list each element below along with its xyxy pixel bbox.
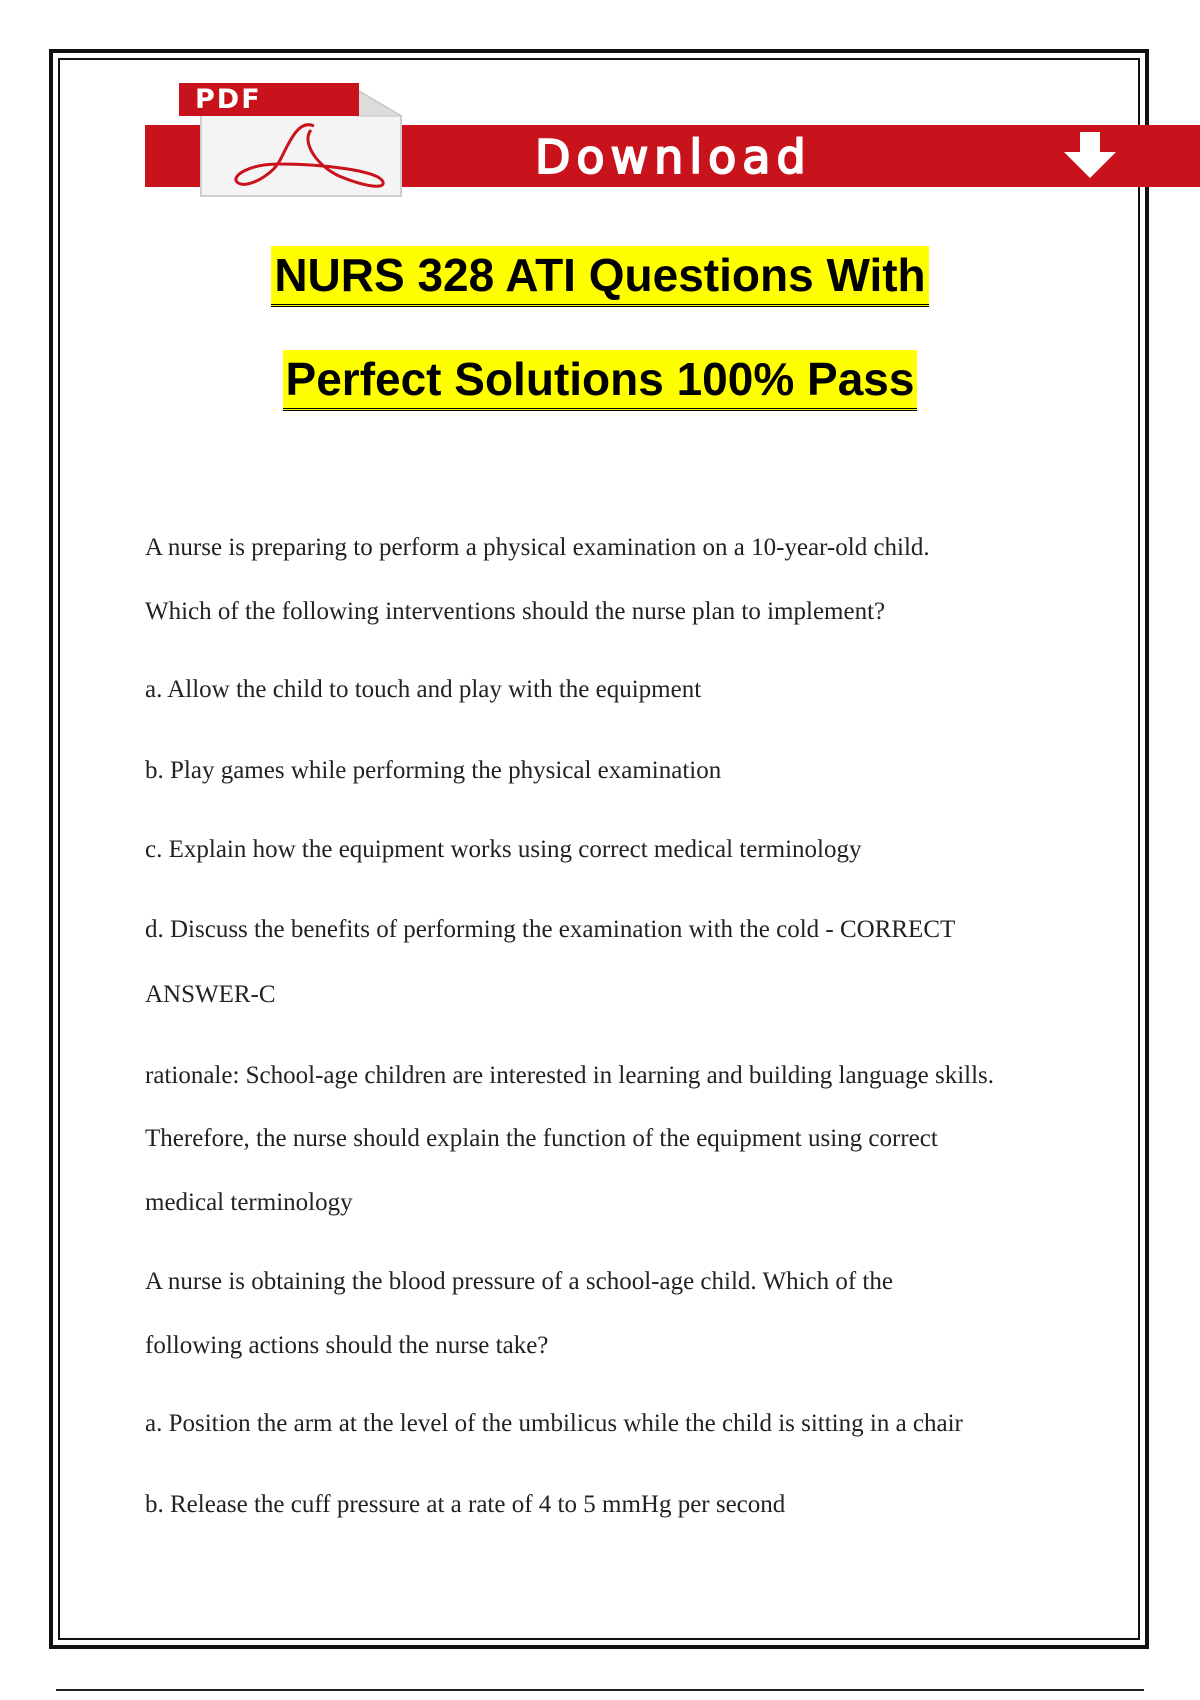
- question-1-option-b: b. Play games while performing the physical examination: [145, 757, 722, 784]
- document-title-line-1: [0, 246, 1200, 307]
- bottom-divider: [56, 1689, 1144, 1691]
- question-2-stem-line-1: A nurse is obtaining the blood pressure of a school-age child. Which of the: [145, 1268, 893, 1295]
- question-1-answer: ANSWER-C: [145, 981, 276, 1008]
- question-2-option-a: a. Position the arm at the level of the umbilicus while the child is sitting in a chair: [145, 1410, 963, 1437]
- question-1-stem-line-1: A nurse is preparing to perform a physical examination on a 10-year-old child.: [145, 534, 930, 561]
- pdf-download-banner[interactable]: [145, 78, 1200, 200]
- question-1-rationale-line-3: medical terminology: [145, 1189, 353, 1216]
- pdf-document-icon: [179, 78, 409, 200]
- download-label[interactable]: Download: [535, 130, 812, 184]
- download-arrow-icon: [1050, 130, 1130, 182]
- title-text-2: Perfect Solutions 100% Pass: [283, 350, 918, 411]
- question-1-option-c: c. Explain how the equipment works using correct medical terminology: [145, 836, 862, 863]
- question-1-stem-line-2: Which of the following interventions should the nurse plan to implement?: [145, 598, 886, 625]
- question-1-rationale-line-2: Therefore, the nurse should explain the function of the equipment using correct: [145, 1125, 938, 1152]
- question-1-option-a: a. Allow the child to touch and play with the equipment: [145, 676, 702, 703]
- question-1-option-d: d. Discuss the benefits of performing the examination with the cold - CORRECT: [145, 916, 956, 943]
- question-2-stem-line-2: following actions should the nurse take?: [145, 1332, 549, 1359]
- question-1-rationale-line-1: rationale: School-age children are interested in learning and building language skills.: [145, 1062, 995, 1089]
- title-text-1: NURS 328 ATI Questions With: [271, 246, 928, 307]
- document-title-line-2: [0, 350, 1200, 411]
- pdf-label: PDF: [195, 84, 262, 115]
- question-2-option-b: b. Release the cuff pressure at a rate of 4 to 5 mmHg per second: [145, 1491, 786, 1518]
